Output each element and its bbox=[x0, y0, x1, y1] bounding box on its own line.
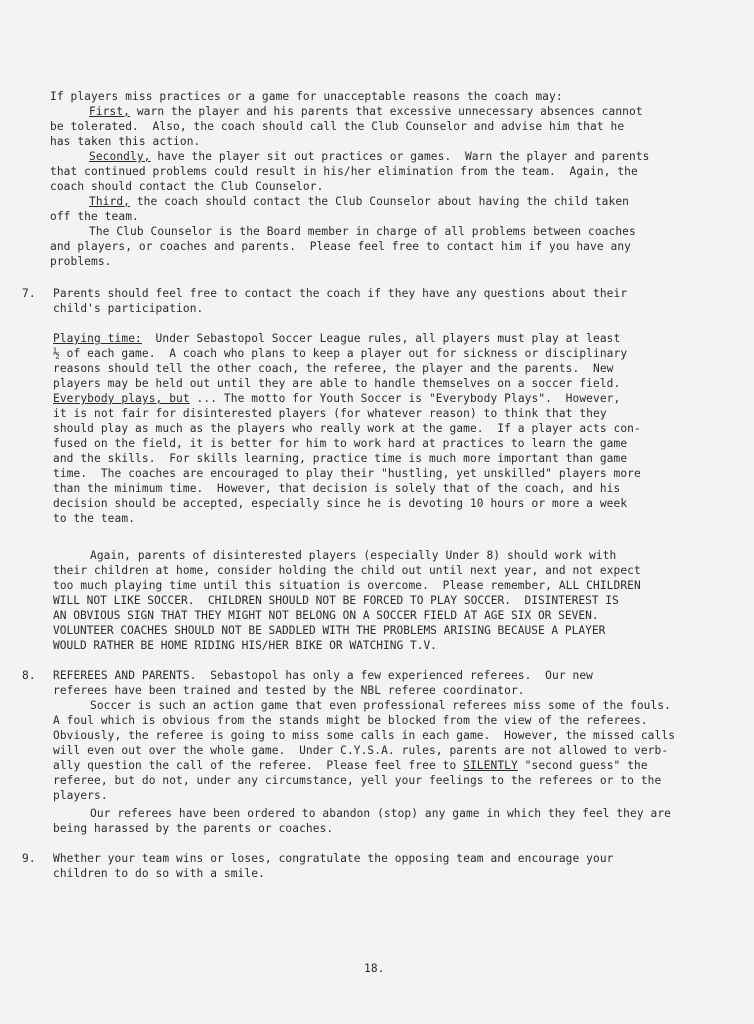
playing-time-line: players may be held out until they are able to handle themselves on a soccer field. bbox=[53, 377, 621, 390]
item-8-text: being harassed by the parents or coaches. bbox=[53, 822, 334, 835]
playing-time-line: should play as much as the players who really work at the game. If a player acts con- bbox=[53, 422, 641, 435]
third-step-line: off the team. bbox=[50, 210, 139, 223]
silently-emphasis: SILENTLY bbox=[463, 759, 518, 772]
third-step: Third, the coach should contact the Club Counselor about having the child taken bbox=[89, 195, 630, 208]
item-9-text: children to do so with a smile. bbox=[53, 867, 265, 880]
playing-time-line: ½ of each game. A coach who plans to keep a player out for sickness or disciplinary bbox=[53, 347, 628, 360]
item-7-text: child's participation. bbox=[53, 302, 204, 315]
second-label: Secondly, bbox=[89, 150, 151, 163]
again-paragraph-line: VOLUNTEER COACHES SHOULD NOT BE SADDLED WITH THE PROBLEMS ARISING BECAUSE A PLAYER bbox=[53, 624, 606, 637]
first-label: First, bbox=[89, 105, 131, 118]
first-step-line: has taken this action. bbox=[50, 135, 201, 148]
again-paragraph-line: their children at home, consider holding the child out until next year, and not expect bbox=[53, 564, 641, 577]
item-9-text: Whether your team wins or loses, congratulate the opposing team and encourage your bbox=[53, 852, 614, 865]
intro-heading: If players miss practices or a game for unacceptable reasons the coach may: bbox=[50, 90, 563, 103]
item-8-text: Soccer is such an action game that even professional referees miss some of the fouls. bbox=[90, 699, 672, 712]
again-paragraph-line: WOULD RATHER BE HOME RIDING HIS/HER BIKE OR WATCHING T.V. bbox=[53, 639, 437, 652]
playing-time-line: it is not fair for disinterested players (for whatever reason) to think that they bbox=[53, 407, 607, 420]
playing-time-line: decision should be accepted, especially since he is devoting 10 hours or more a week bbox=[53, 497, 628, 510]
item-8-silently-line: ally question the call of the referee. Please feel free to SILENTLY "second guess" the bbox=[53, 759, 648, 772]
counselor-paragraph: The Club Counselor is the Board member in charge of all problems between coaches bbox=[89, 225, 636, 238]
item-8-text: Obviously, the referee is going to miss some calls in each game. However, the missed calls bbox=[53, 729, 676, 742]
again-paragraph-line: too much playing time until this situation is overcome. Please remember, ALL CHILDREN bbox=[53, 579, 641, 592]
item-8-text: referee, but do not, under any circumstance, yell your feelings to the referees or to the bbox=[53, 774, 662, 787]
everybody-plays-label: Everybody plays, but bbox=[53, 392, 190, 405]
item-8-text: referees have been trained and tested by the NBL referee coordinator. bbox=[53, 684, 525, 697]
item-8-text: A foul which is obvious from the stands might be blocked from the view of the referees. bbox=[53, 714, 648, 727]
playing-time-line: than the minimum time. However, that decision is solely that of the coach, and his bbox=[53, 482, 621, 495]
playing-time-line: to the team. bbox=[53, 512, 136, 525]
playing-time-paragraph: Playing time: Under Sebastopol Soccer League rules, all players must play at least bbox=[53, 332, 621, 345]
counselor-paragraph-line: and players, or coaches and parents. Please feel free to contact him if you have any bbox=[50, 240, 632, 253]
again-paragraph-line: WILL NOT LIKE SOCCER. CHILDREN SHOULD NOT BE FORCED TO PLAY SOCCER. DISINTEREST IS bbox=[53, 594, 619, 607]
second-step-line: that continued problems could result in his/her elimination from the team. Again, the bbox=[50, 165, 638, 178]
item-7-text: Parents should feel free to contact the coach if they have any questions about their bbox=[53, 287, 628, 300]
playing-time-label: Playing time: bbox=[53, 332, 142, 345]
item-8-text: Our referees have been ordered to abandon (stop) any game in which they feel they are bbox=[90, 807, 672, 820]
playing-time-line: time. The coaches are encouraged to play their "hustling, yet unskilled" players more bbox=[53, 467, 641, 480]
item-7-number: 7. bbox=[22, 287, 36, 300]
item-8-text: players. bbox=[53, 789, 108, 802]
item-8-text: will even out over the whole game. Under C.Y.S.A. rules, parents are not allowed to verb- bbox=[53, 744, 669, 757]
first-step-line: be tolerated. Also, the coach should call the Club Counselor and advise him that he bbox=[50, 120, 625, 133]
playing-time-line: and the skills. For skills learning, practice time is much more important than game bbox=[53, 452, 628, 465]
second-step: Secondly, have the player sit out practices or games. Warn the player and parents bbox=[89, 150, 650, 163]
first-step: First, warn the player and his parents that excessive unnecessary absences cannot bbox=[89, 105, 643, 118]
counselor-paragraph-line: problems. bbox=[50, 255, 112, 268]
item-9-number: 9. bbox=[22, 852, 36, 865]
second-step-line: coach should contact the Club Counselor. bbox=[50, 180, 324, 193]
again-paragraph: Again, parents of disinterested players (especially Under 8) should work with bbox=[90, 549, 617, 562]
everybody-plays-line: Everybody plays, but ... The motto for Youth Soccer is "Everybody Plays". However, bbox=[53, 392, 621, 405]
page-number: 18. bbox=[364, 962, 385, 975]
third-label: Third, bbox=[89, 195, 131, 208]
again-paragraph-line: AN OBVIOUS SIGN THAT THEY MIGHT NOT BELONG ON A SOCCER FIELD AT AGE SIX OR SEVEN. bbox=[53, 609, 599, 622]
playing-time-line: reasons should tell the other coach, the referee, the player and the parents. New bbox=[53, 362, 614, 375]
item-8-text: REFEREES AND PARENTS. Sebastopol has only a few experienced referees. Our new bbox=[53, 669, 593, 682]
item-8-number: 8. bbox=[22, 669, 36, 682]
playing-time-line: fused on the field, it is better for him to work hard at practices to learn the game bbox=[53, 437, 628, 450]
